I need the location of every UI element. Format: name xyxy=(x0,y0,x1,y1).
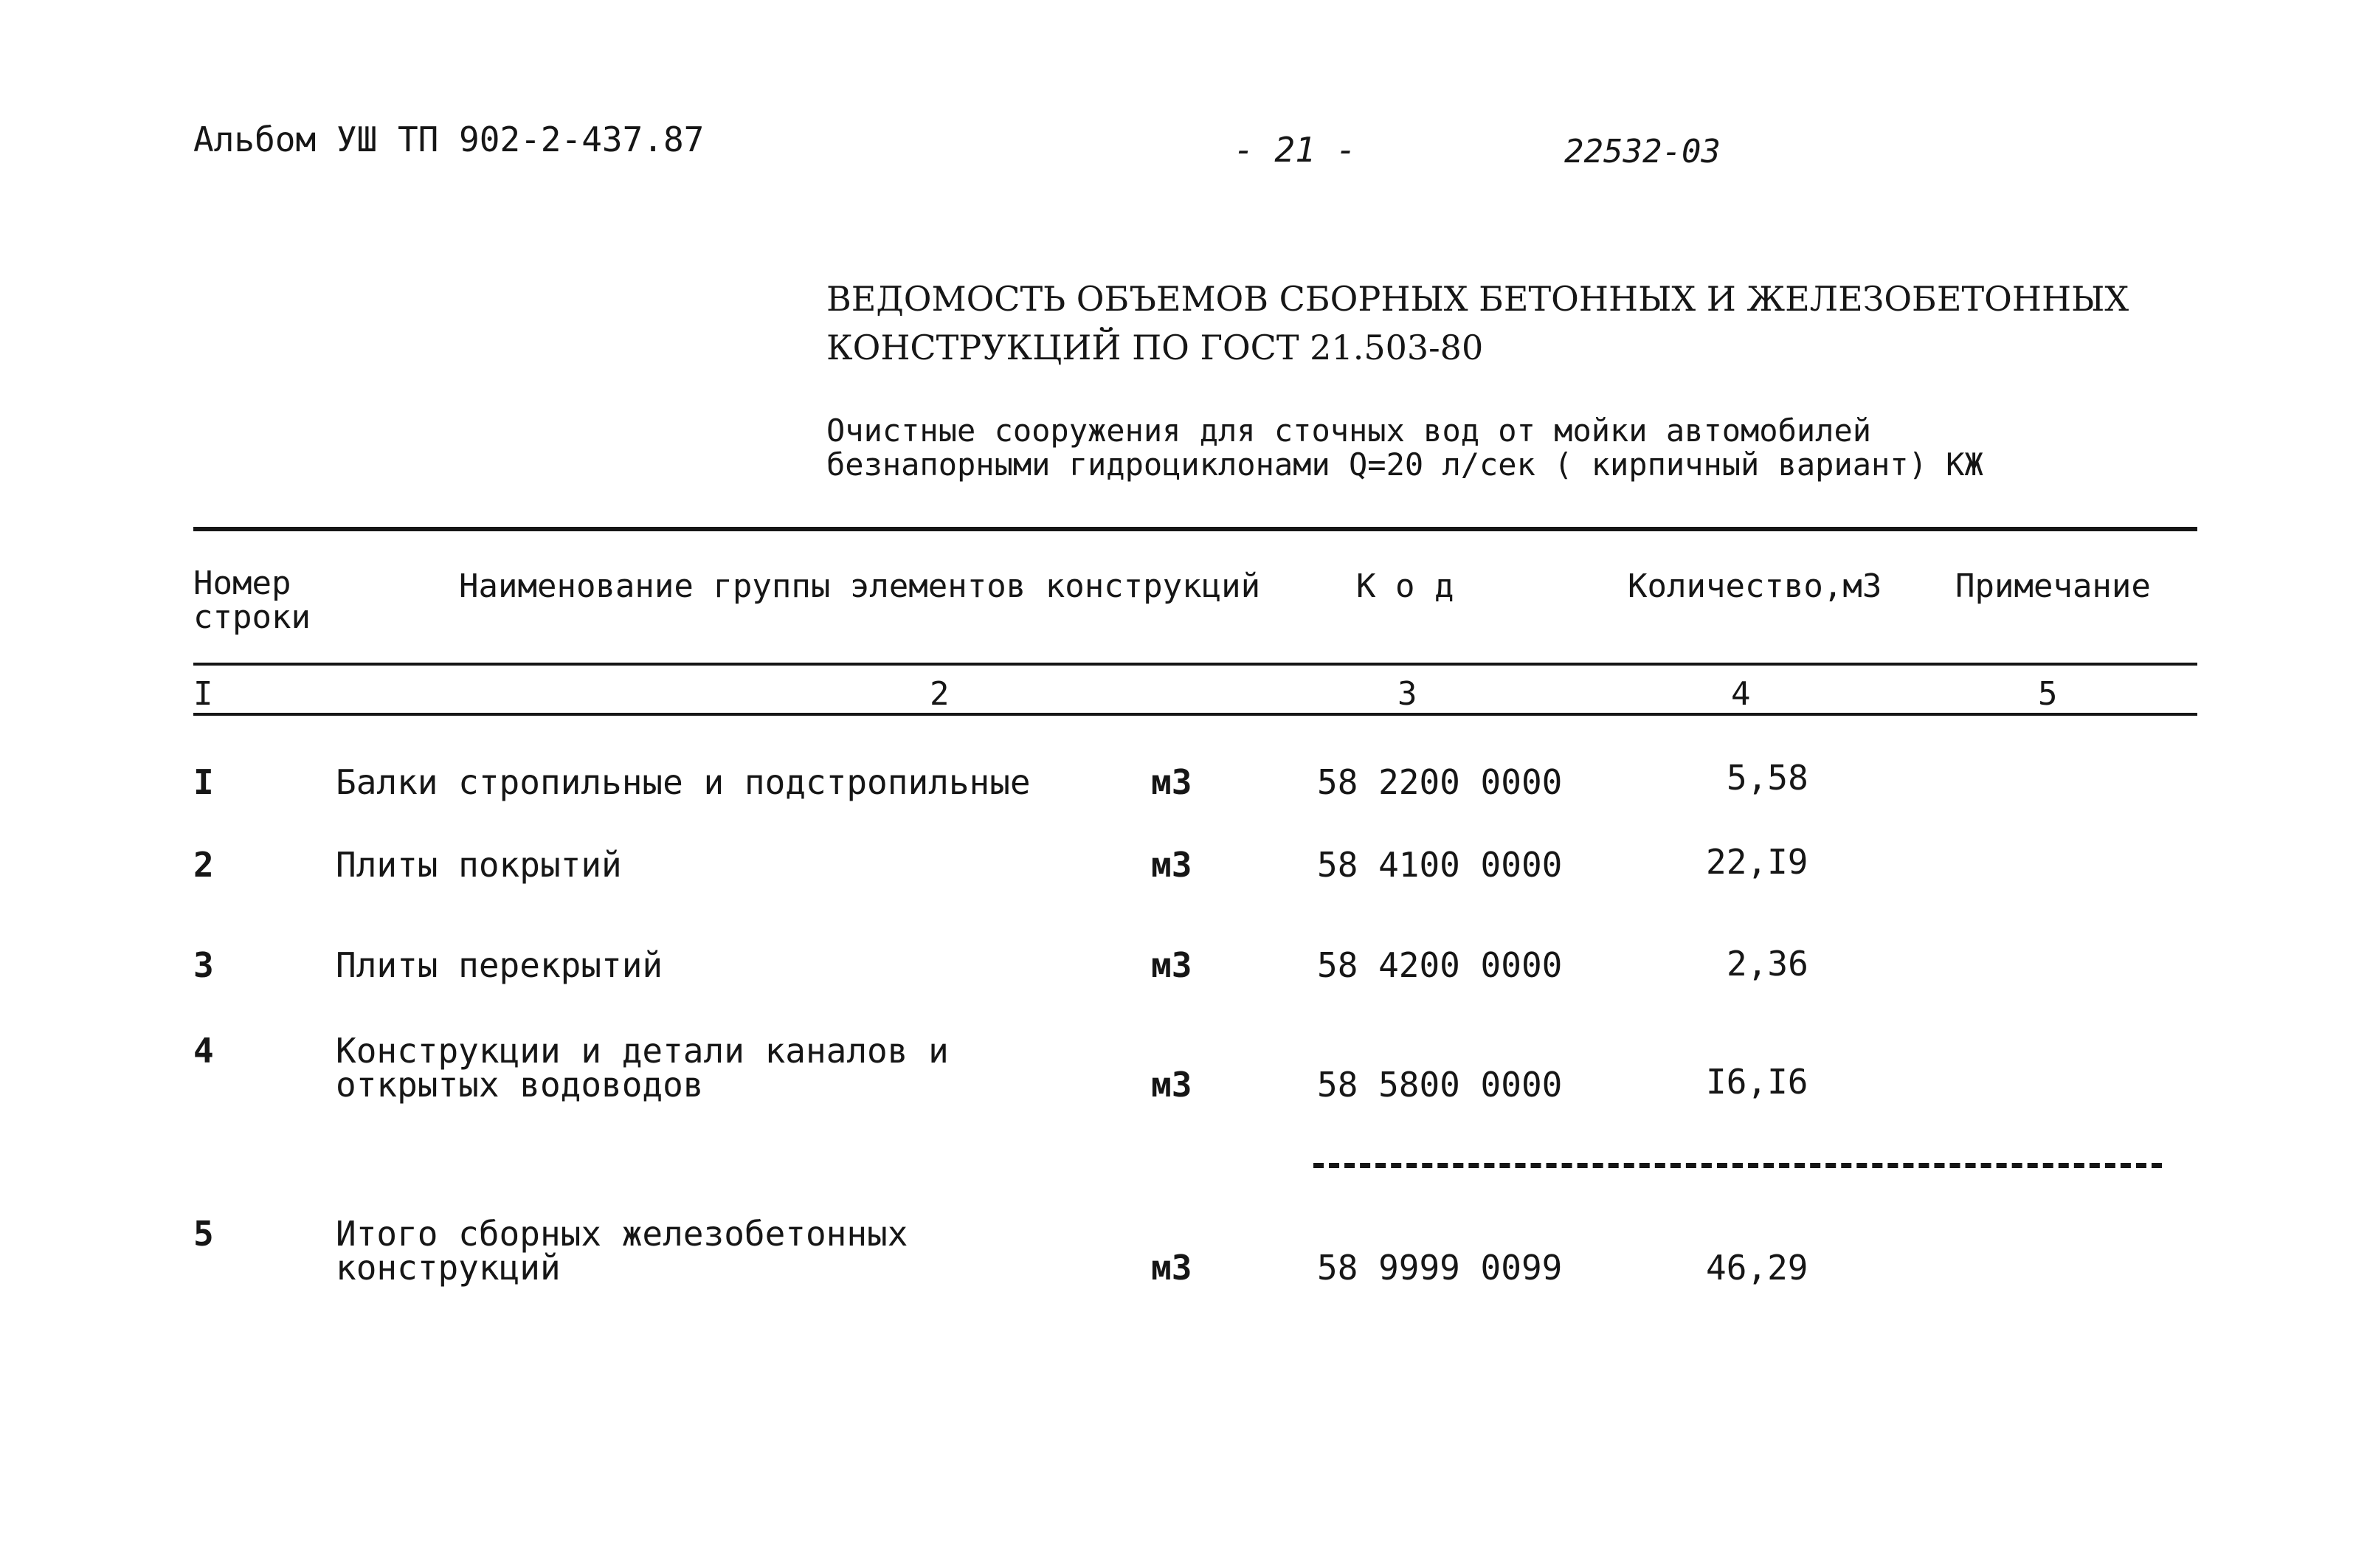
col-number-3: 3 xyxy=(1397,675,1417,713)
table-header-rule xyxy=(193,663,2197,666)
col-header-quantity: Количество,м3 xyxy=(1628,567,1882,605)
row-number: I xyxy=(193,762,214,802)
document-title-line-2: КОНСТРУКЦИЙ ПО ГОСТ 21.503-80 xyxy=(826,328,1484,367)
col-number-5: 5 xyxy=(2038,675,2058,713)
row-code: 58 2200 0000 xyxy=(1317,762,1563,802)
row-number: 3 xyxy=(193,945,214,985)
row-name: Плиты перекрытий xyxy=(336,945,663,985)
col-header-row-number-line-1: Номер xyxy=(193,564,291,602)
subtitle-line-2: безнапорными гидроциклонами Q=20 л/сек ( кирпичный вариант) КЖ xyxy=(826,446,1983,483)
document-number: 22532-03 xyxy=(1564,133,1721,170)
row-unit: м3 xyxy=(1151,762,1192,802)
row-unit: м3 xyxy=(1151,1248,1192,1288)
row-quantity: 5,58 xyxy=(1727,758,1808,798)
row-number: 5 xyxy=(193,1214,214,1254)
row-quantity: 22,I9 xyxy=(1706,842,1808,882)
table-top-rule xyxy=(193,527,2197,531)
document-title-line-1: ВЕДОМОСТЬ ОБЪЕМОВ СБОРНЫХ БЕТОННЫХ И ЖЕЛЕЗОБЕТОННЫХ xyxy=(826,279,2129,319)
col-header-code: К о д xyxy=(1356,567,1454,605)
row-number: 2 xyxy=(193,845,214,885)
table-column-number-rule xyxy=(193,713,2197,716)
subtitle-line-1: Очистные сооружения для сточных вод от мойки автомобилей xyxy=(826,412,1872,449)
col-header-note: Примечание xyxy=(1955,567,2151,605)
col-number-2: 2 xyxy=(930,675,950,713)
row-code: 58 4100 0000 xyxy=(1317,845,1563,885)
row-name: Балки стропильные и подстропильные xyxy=(336,762,1031,802)
row-quantity: I6,I6 xyxy=(1706,1062,1808,1102)
row-quantity: 46,29 xyxy=(1706,1248,1808,1288)
col-header-row-number-line-2: строки xyxy=(193,598,311,636)
col-header-row-number xyxy=(193,564,311,636)
row-unit: м3 xyxy=(1151,845,1192,885)
row-unit: м3 xyxy=(1151,945,1192,985)
row-unit: м3 xyxy=(1151,1065,1192,1105)
total-separator-dashed-line xyxy=(1313,1163,2162,1168)
col-header-name: Наименование группы элементов конструкций xyxy=(459,567,1261,605)
album-reference: Альбом УШ ТП 902-2-437.87 xyxy=(193,120,705,159)
row-name: Плиты покрытий xyxy=(336,845,622,885)
col-number-4: 4 xyxy=(1731,675,1751,713)
row-name-line-1: Конструкции и детали каналов и xyxy=(336,1031,949,1071)
row-name-line-1: Итого сборных железобетонных xyxy=(336,1214,908,1254)
row-quantity: 2,36 xyxy=(1727,944,1808,984)
row-number: 4 xyxy=(193,1031,214,1071)
page-number: - 21 - xyxy=(1234,130,1357,170)
row-name-line-2: конструкций xyxy=(336,1248,561,1288)
row-code: 58 9999 0099 xyxy=(1317,1248,1563,1288)
row-code: 58 4200 0000 xyxy=(1317,945,1563,985)
row-code: 58 5800 0000 xyxy=(1317,1065,1563,1105)
col-number-1: I xyxy=(193,675,213,713)
row-name-line-2: открытых водоводов xyxy=(336,1065,704,1105)
